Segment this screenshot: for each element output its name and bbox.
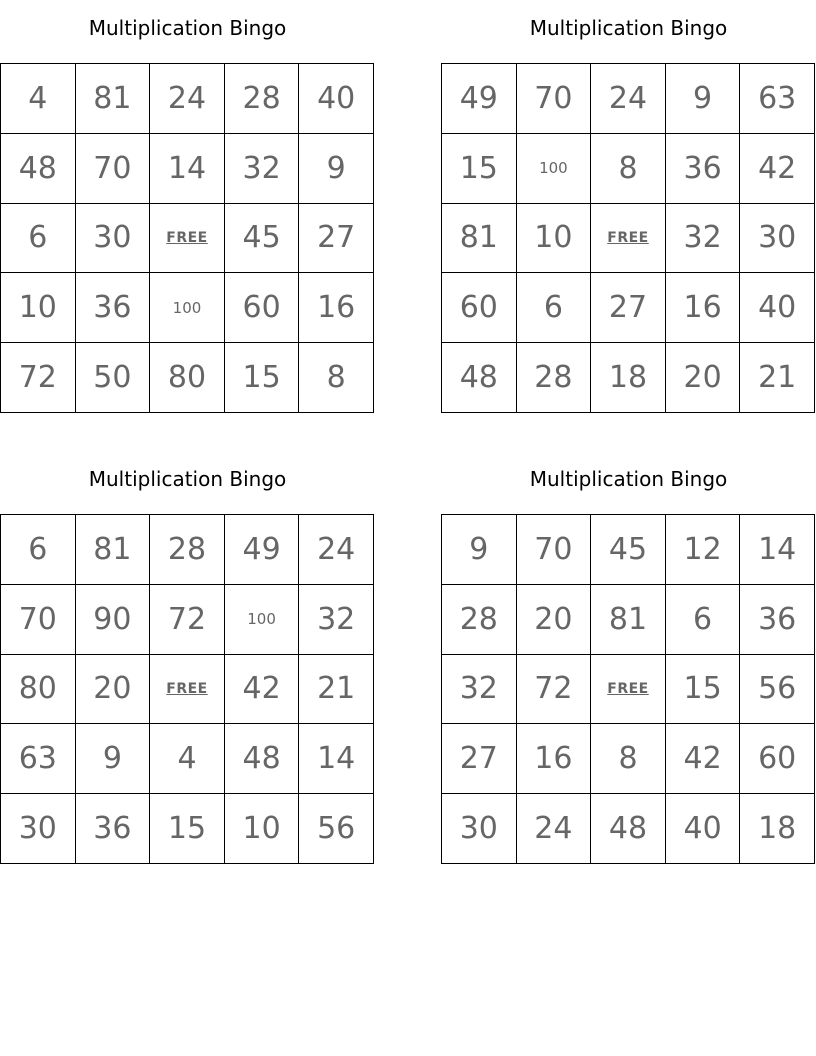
bingo-cell: 48: [591, 794, 666, 864]
bingo-cell: 10: [225, 794, 300, 864]
bingo-cell: 4: [1, 64, 76, 134]
bingo-cell: 70: [517, 515, 592, 585]
bingo-cell: 27: [299, 204, 374, 274]
bingo-cell: 80: [1, 655, 76, 725]
bingo-cell: 80: [150, 343, 225, 413]
bingo-cell: 42: [740, 134, 815, 204]
bingo-cell: 4: [150, 724, 225, 794]
bingo-cell: 20: [76, 655, 151, 725]
bingo-cell: 30: [442, 794, 517, 864]
bingo-cell: 100: [517, 134, 592, 204]
bingo-cell: 18: [591, 343, 666, 413]
bingo-cell: 16: [299, 273, 374, 343]
bingo-grid: [441, 514, 815, 864]
bingo-cell: 49: [225, 515, 300, 585]
bingo-cell: 28: [150, 515, 225, 585]
bingo-cell: 72: [150, 585, 225, 655]
card-title: Multiplication Bingo: [88, 16, 287, 40]
bingo-cell: 14: [740, 515, 815, 585]
bingo-cell: 10: [517, 204, 592, 274]
bingo-cell: 70: [1, 585, 76, 655]
bingo-cell: 8: [299, 343, 374, 413]
bingo-cell: 70: [517, 64, 592, 134]
bingo-cell: 56: [740, 655, 815, 725]
bingo-cell: 36: [740, 585, 815, 655]
bingo-cell: 9: [442, 515, 517, 585]
bingo-cell: 8: [591, 724, 666, 794]
bingo-cell: 15: [150, 794, 225, 864]
bingo-cell: 32: [666, 204, 741, 274]
card-title: Multiplication Bingo: [529, 16, 728, 40]
bingo-cell: 36: [76, 273, 151, 343]
bingo-cell: 81: [76, 515, 151, 585]
bingo-cell: 6: [1, 515, 76, 585]
bingo-cell: 40: [740, 273, 815, 343]
bingo-cell: 16: [666, 273, 741, 343]
bingo-cell: 15: [442, 134, 517, 204]
bingo-cell: 28: [442, 585, 517, 655]
bingo-cell: 81: [442, 204, 517, 274]
free-space: FREE: [150, 204, 225, 274]
bingo-cell: 20: [666, 343, 741, 413]
bingo-cell: 72: [517, 655, 592, 725]
bingo-cell: 24: [150, 64, 225, 134]
bingo-cell: 100: [225, 585, 300, 655]
bingo-cell: 48: [225, 724, 300, 794]
bingo-cell: 70: [76, 134, 151, 204]
bingo-cell: 48: [1, 134, 76, 204]
bingo-cell: 10: [1, 273, 76, 343]
bingo-cell: 12: [666, 515, 741, 585]
bingo-cell: 40: [666, 794, 741, 864]
bingo-cell: 32: [442, 655, 517, 725]
bingo-cell: 60: [442, 273, 517, 343]
bingo-cell: 24: [591, 64, 666, 134]
bingo-cell: 45: [591, 515, 666, 585]
bingo-cell: 32: [299, 585, 374, 655]
bingo-cell: 30: [76, 204, 151, 274]
bingo-cell: 49: [442, 64, 517, 134]
bingo-cell: 90: [76, 585, 151, 655]
bingo-cell: 81: [76, 64, 151, 134]
bingo-cell: 6: [517, 273, 592, 343]
bingo-cell: 42: [666, 724, 741, 794]
bingo-cell: 15: [225, 343, 300, 413]
free-space: FREE: [591, 655, 666, 725]
bingo-cell: 28: [225, 64, 300, 134]
bingo-cell: 56: [299, 794, 374, 864]
card-title: Multiplication Bingo: [529, 467, 728, 491]
bingo-cell: 32: [225, 134, 300, 204]
bingo-cell: 30: [740, 204, 815, 274]
bingo-cell: 28: [517, 343, 592, 413]
bingo-cell: 36: [666, 134, 741, 204]
bingo-grid: [0, 514, 374, 864]
bingo-grid: [441, 63, 815, 413]
bingo-cell: 60: [225, 273, 300, 343]
bingo-cell: 21: [299, 655, 374, 725]
bingo-cell: 6: [1, 204, 76, 274]
card-title: Multiplication Bingo: [88, 467, 287, 491]
bingo-cell: 27: [442, 724, 517, 794]
bingo-cell: 30: [1, 794, 76, 864]
bingo-cell: 9: [76, 724, 151, 794]
bingo-cell: 24: [299, 515, 374, 585]
bingo-cell: 21: [740, 343, 815, 413]
bingo-cell: 8: [591, 134, 666, 204]
bingo-cell: 24: [517, 794, 592, 864]
bingo-cell: 27: [591, 273, 666, 343]
bingo-cell: 42: [225, 655, 300, 725]
bingo-cell: 36: [76, 794, 151, 864]
free-space: FREE: [591, 204, 666, 274]
bingo-cell: 40: [299, 64, 374, 134]
bingo-cell: 14: [299, 724, 374, 794]
bingo-cell: 50: [76, 343, 151, 413]
bingo-cell: 81: [591, 585, 666, 655]
bingo-cell: 15: [666, 655, 741, 725]
bingo-cell: 60: [740, 724, 815, 794]
bingo-cell: 20: [517, 585, 592, 655]
bingo-cell: 9: [666, 64, 741, 134]
bingo-cell: 18: [740, 794, 815, 864]
bingo-cell: 48: [442, 343, 517, 413]
bingo-grid: [0, 63, 374, 413]
bingo-cell: 16: [517, 724, 592, 794]
bingo-cell: 63: [740, 64, 815, 134]
bingo-cell: 100: [150, 273, 225, 343]
bingo-cell: 72: [1, 343, 76, 413]
bingo-cell: 9: [299, 134, 374, 204]
free-space: FREE: [150, 655, 225, 725]
bingo-cell: 63: [1, 724, 76, 794]
bingo-cell: 14: [150, 134, 225, 204]
bingo-cell: 45: [225, 204, 300, 274]
bingo-cell: 6: [666, 585, 741, 655]
